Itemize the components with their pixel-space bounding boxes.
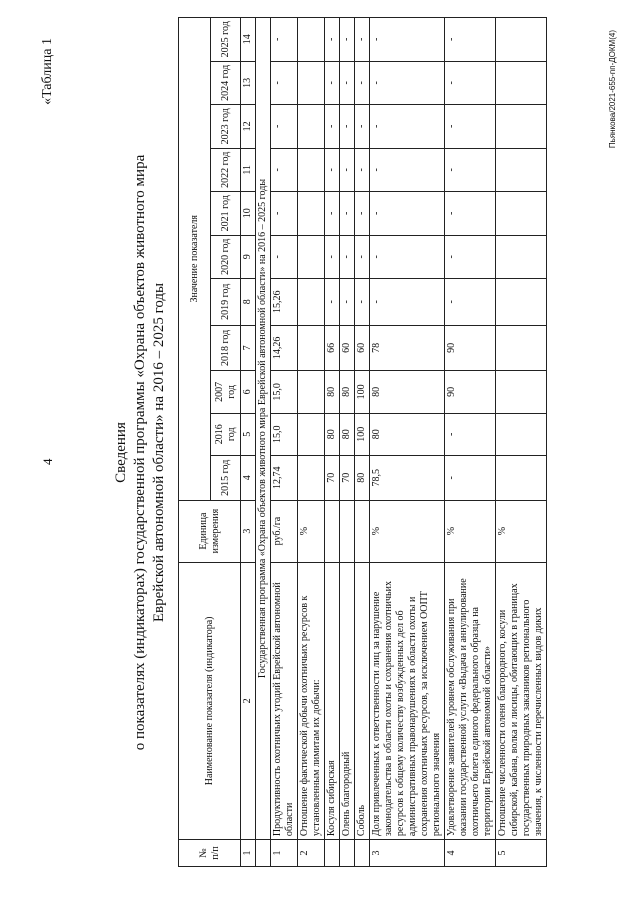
header-row-col-numbers [241,18,256,867]
indicator-value [496,105,547,148]
header-year: 2019 год [211,279,241,326]
indicator-value: - [370,279,445,326]
indicator-value: - [340,18,355,62]
indicator-value: - [340,61,355,104]
indicator-value: 78 [370,325,445,371]
indicator-value: 60 [340,325,355,371]
indicator-value: - [325,235,340,278]
indicator-value: - [445,413,496,455]
indicator-unit: % [445,500,496,562]
indicator-value: - [370,192,445,235]
indicator-value: 100 [355,413,370,455]
indicator-value [496,456,547,501]
indicator-value [298,148,325,191]
header-name: Наименование показателя (индикатора) [179,562,241,839]
indicator-value [298,456,325,501]
header-year: 2023 год [211,105,241,148]
indicator-value: - [340,192,355,235]
footer-code: Пьянкова/2021-655-пп-ДОКМ(4) [608,30,617,149]
header-values: Значение показателя [179,18,211,501]
indicator-value: - [271,235,298,278]
table-row [445,18,496,867]
indicator-value: - [445,192,496,235]
column-number: 8 [241,279,256,326]
header-row-top [179,18,211,867]
indicator-value: - [340,235,355,278]
indicator-value: 80 [340,371,355,413]
table-body [256,18,547,867]
indicator-value: - [445,235,496,278]
column-number: 11 [241,148,256,191]
indicator-value: - [445,456,496,501]
indicator-unit: % [298,500,325,562]
indicator-value [496,18,547,62]
indicator-value: - [370,105,445,148]
indicator-value: - [445,105,496,148]
indicator-value: - [355,105,370,148]
row-number: 5 [496,840,547,867]
row-number: 2 [298,840,325,867]
page-number: 4 [40,458,55,465]
row-number: 3 [370,840,445,867]
indicator-value: 90 [445,325,496,371]
column-number: 3 [241,500,256,562]
table-row [370,18,445,867]
column-number: 10 [241,192,256,235]
indicator-value [298,279,325,326]
table-row [325,18,340,867]
column-number: 14 [241,18,256,62]
column-number: 7 [241,325,256,371]
program-title: Государственная программа «Охрана объектов животного мира Еврейской автономной области» на 2016 – 2025 годы [256,18,271,840]
indicator-name: Удовлетворение заявителей уровнем обслуживания при оказании государственной услуги «Выдача и аннулирование охотничьего билета единого федерального образца на территории Еврейской автономной области» [445,562,496,839]
indicator-unit [355,500,370,562]
header-year: 2025 год [211,18,241,62]
indicator-value [298,192,325,235]
indicator-value: 90 [445,371,496,413]
indicator-name: Олень благородный [340,562,355,839]
indicator-value: 78,5 [370,456,445,501]
row-number [340,840,355,867]
indicator-value: - [271,148,298,191]
program-row [256,18,271,867]
indicator-unit [325,500,340,562]
indicator-value: 15,0 [271,413,298,455]
indicator-value [298,371,325,413]
indicator-value: 80 [340,413,355,455]
indicator-value [298,235,325,278]
indicator-unit: % [370,500,445,562]
column-number: 2 [241,562,256,839]
column-number: 1 [241,840,256,867]
indicator-value: - [340,148,355,191]
indicator-value: 15,26 [271,279,298,326]
indicator-value: - [370,235,445,278]
indicator-value: - [445,61,496,104]
indicator-value: - [355,279,370,326]
indicator-value: - [355,235,370,278]
indicator-unit: руб./га [271,500,298,562]
indicator-name: Соболь [355,562,370,839]
column-number: 9 [241,235,256,278]
header-year: 2018 год [211,325,241,371]
indicator-value [496,61,547,104]
indicator-value: - [325,61,340,104]
indicator-value: 80 [355,456,370,501]
title-line-1: Сведения [113,422,129,483]
indicator-unit [340,500,355,562]
indicator-name: Отношение фактической добычи охотничьих ресурсов к установленным лимитам их добычи: [298,562,325,839]
indicator-value: - [355,61,370,104]
column-number: 12 [241,105,256,148]
row-number: 1 [271,840,298,867]
indicator-value: - [271,61,298,104]
indicator-value [496,325,547,371]
indicator-value [298,61,325,104]
header-year: 2007 год [211,371,241,413]
indicator-value: - [445,148,496,191]
indicator-value [496,148,547,191]
document-title [112,0,169,905]
indicator-name: Косуля сибирская [325,562,340,839]
indicator-value: - [445,279,496,326]
indicator-value: - [370,61,445,104]
indicator-value [298,105,325,148]
title-line-3: Еврейской автономной области» на 2016 – 2025 годы [151,282,167,623]
column-number: 4 [241,456,256,501]
header-unit: Единица измерения [179,500,241,562]
indicator-value: - [355,192,370,235]
row-number: 4 [445,840,496,867]
column-number: 6 [241,371,256,413]
header-year: 2015 год [211,456,241,501]
table-row [298,18,325,867]
indicator-value: 60 [355,325,370,371]
indicator-name: Отношение численности оленя благородного, косули сибирской, кабана, волка и лисицы, обитающих в границах государственных природных заказников регионального значения, к численности перечисленных видов диких [496,562,547,839]
indicator-value [298,18,325,62]
indicator-value: - [370,148,445,191]
indicator-value [298,325,325,371]
indicator-value: - [445,18,496,62]
indicator-value [496,371,547,413]
table-label: «Таблица 1 [40,38,55,105]
indicator-value: - [325,105,340,148]
indicator-value [496,413,547,455]
header-year: 2016 год [211,413,241,455]
indicator-value: - [355,148,370,191]
header-no: № п/п [179,840,241,867]
indicator-value: 80 [325,371,340,413]
indicator-value: - [271,18,298,62]
header-year: 2020 год [211,235,241,278]
header-year: 2024 год [211,61,241,104]
indicator-value: 15,0 [271,371,298,413]
indicator-value: - [325,279,340,326]
indicator-value: 70 [325,456,340,501]
indicator-value [496,192,547,235]
column-number: 5 [241,413,256,455]
indicator-value: - [325,192,340,235]
table-row [355,18,370,867]
indicators-table [178,17,547,867]
row-number [325,840,340,867]
table-row [496,18,547,867]
indicator-value: 100 [355,371,370,413]
indicator-value: 80 [370,413,445,455]
indicator-value: - [325,148,340,191]
indicator-value: - [271,105,298,148]
indicator-value: - [370,18,445,62]
indicator-value: - [271,192,298,235]
indicator-value [496,235,547,278]
indicator-value: 80 [325,413,340,455]
indicator-value: 70 [340,456,355,501]
indicator-name: Доля привлеченных к ответственности лиц за нарушение законодательства в области охоты и сохранения охотничьих ресурсов к общему количеству возбужденных дел об административных правонарушениях в области охоты и сохранения охотничьих ресурсов, за исключением ООПТ регионального значения [370,562,445,839]
header-year: 2021 год [211,192,241,235]
indicator-name: Продуктивность охотничьих угодий Еврейской автономной области [271,562,298,839]
table-row [271,18,298,867]
indicator-value: - [355,18,370,62]
table-row [340,18,355,867]
header-year: 2022 год [211,148,241,191]
indicator-value: 14,26 [271,325,298,371]
title-line-2: о показателях (индикаторах) государственной программы «Охрана объектов животного мира [132,154,148,751]
indicator-value: - [340,279,355,326]
indicator-value: 80 [370,371,445,413]
indicator-value [298,413,325,455]
indicator-value: 12,74 [271,456,298,501]
column-number: 13 [241,61,256,104]
indicator-value: - [340,105,355,148]
indicator-value: - [325,18,340,62]
indicator-unit: % [496,500,547,562]
indicator-value: 66 [325,325,340,371]
row-number [355,840,370,867]
indicator-value [496,279,547,326]
